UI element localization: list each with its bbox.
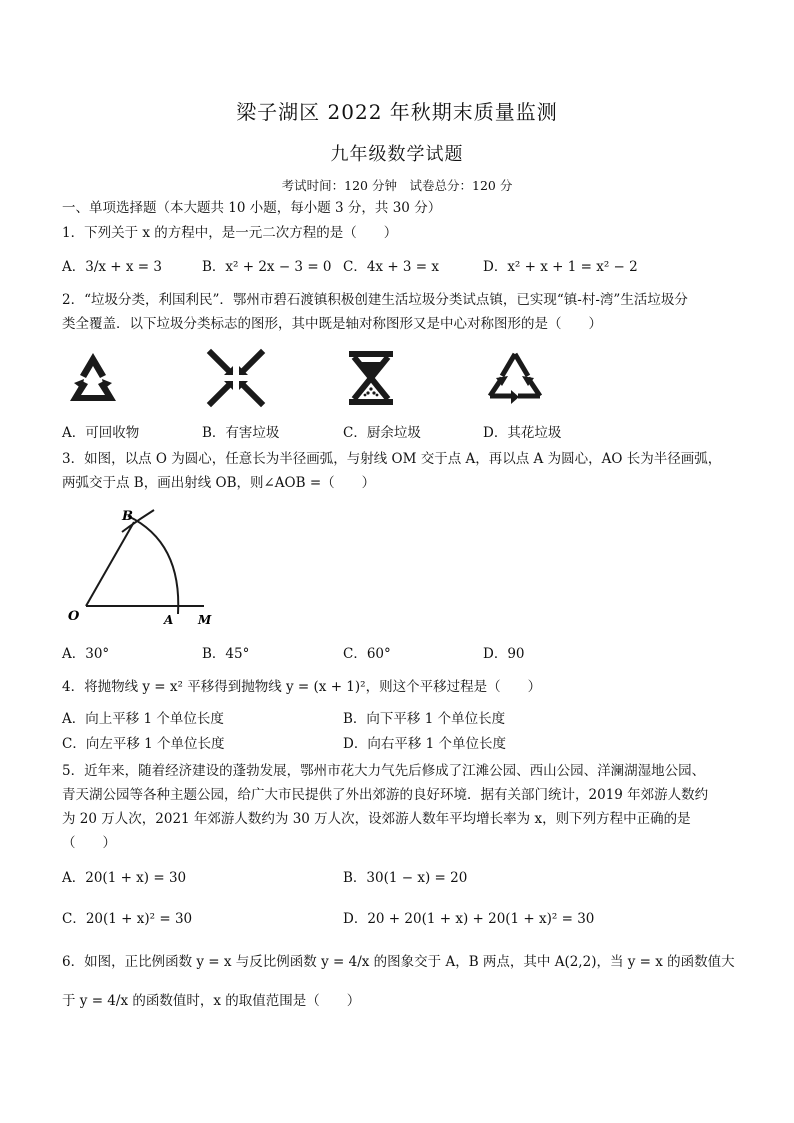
q6-stem-line2: 于 y = 4/x 的函数值时，x 的取值范围是（ ） bbox=[62, 993, 361, 1009]
q5-stem-line4: （ ） bbox=[62, 835, 116, 851]
q5-option-b: B．30(1 − x) = 20 bbox=[343, 870, 468, 886]
other-waste-icon bbox=[484, 348, 546, 410]
point-a-label: A bbox=[164, 613, 174, 627]
q2-stem-line1: 2．“垃圾分类，利国利民”．鄂州市碧石渡镇积极创建生活垃圾分类试点镇，已实现“镇-村-湾”生活垃圾分 bbox=[62, 292, 688, 308]
point-b-label: B bbox=[122, 509, 133, 524]
q5-stem-line3: 为 20 万人次，2021 年郊游人数约为 30 万人次，设郊游人数年平均增长率为 x，则下列方程中正确的是 bbox=[62, 811, 691, 827]
point-o-label: O bbox=[68, 609, 80, 624]
q5-option-d: D．20 + 20(1 + x) + 20(1 + x)² = 30 bbox=[343, 911, 595, 927]
q3-option-d: D．90 bbox=[483, 646, 525, 662]
q5-stem-line2: 青天湖公园等各种主题公园，给广大市民提供了外出郊游的良好环境．据有关部门统计，2019 年郊游人数约 bbox=[62, 787, 709, 803]
q3-option-a: A．30° bbox=[62, 646, 110, 662]
q1-option-c: C．4x + 3 = x bbox=[343, 259, 440, 275]
q1-option-a: A．3/x + x = 3 bbox=[62, 259, 162, 275]
q2-stem-line2: 类全覆盖．以下垃圾分类标志的图形，其中既是轴对称图形又是中心对称图形的是（ ） bbox=[62, 316, 602, 332]
q2-option-b: B．有害垃圾 bbox=[202, 425, 280, 441]
q2-option-a: A．可回收物 bbox=[62, 425, 140, 441]
q5-option-c: C．20(1 + x)² = 30 bbox=[62, 911, 193, 927]
q3-option-c: C．60° bbox=[343, 646, 391, 662]
q1-stem: 1．下列关于 x 的方程中，是一元二次方程的是（ ） bbox=[62, 225, 398, 241]
hazardous-waste-icon bbox=[205, 347, 267, 409]
q1-option-d: D．x² + x + 1 = x² − 2 bbox=[483, 259, 638, 275]
q4-option-b: B．向下平移 1 个单位长度 bbox=[343, 711, 506, 727]
q3-option-b: B．45° bbox=[202, 646, 250, 662]
q2-option-c: C．厨余垃圾 bbox=[343, 425, 421, 441]
exam-title: 梁子湖区 2022 年秋期末质量监测 bbox=[236, 100, 558, 124]
q4-stem: 4．将抛物线 y = x² 平移得到抛物线 y = (x + 1)²，则这个平移过程是（ ） bbox=[62, 679, 542, 695]
q5-stem-line1: 5．近年来，随着经济建设的蓬勃发展，鄂州市花大力气先后修成了江滩公园、西山公园、洋澜湖湿地公园、 bbox=[62, 763, 706, 779]
q4-option-a: A．向上平移 1 个单位长度 bbox=[62, 711, 224, 727]
kitchen-waste-icon bbox=[344, 347, 398, 409]
point-m-label: M bbox=[198, 613, 212, 627]
q6-stem-line1: 6．如图，正比例函数 y = x 与反比例函数 y = 4/x 的图象交于 A，B 两点，其中 A(2,2)，当 y = x 的函数值大 bbox=[62, 954, 735, 970]
q3-stem-line2: 两弧交于点 B，画出射线 OB，则∠AOB =（ ） bbox=[62, 475, 376, 491]
q2-option-d: D．其花垃圾 bbox=[483, 425, 562, 441]
q5-option-a: A．20(1 + x) = 30 bbox=[62, 870, 187, 886]
section-heading: 一、单项选择题（本大题共 10 小题，每小题 3 分，共 30 分） bbox=[62, 200, 442, 216]
exam-meta: 考试时间：120 分钟 试卷总分：120 分 bbox=[281, 178, 513, 193]
q3-figure bbox=[62, 502, 222, 632]
recycle-icon bbox=[62, 349, 124, 409]
exam-subtitle: 九年级数学试题 bbox=[330, 144, 464, 165]
q3-stem-line1: 3．如图，以点 O 为圆心，任意长为半径画弧，与射线 OM 交于点 A，再以点 A 为圆心，AO 长为半径画弧， bbox=[62, 451, 722, 467]
q4-option-d: D．向右平移 1 个单位长度 bbox=[343, 736, 506, 752]
q1-option-b: B．x² + 2x − 3 = 0 bbox=[202, 259, 332, 275]
q4-option-c: C．向左平移 1 个单位长度 bbox=[62, 736, 225, 752]
